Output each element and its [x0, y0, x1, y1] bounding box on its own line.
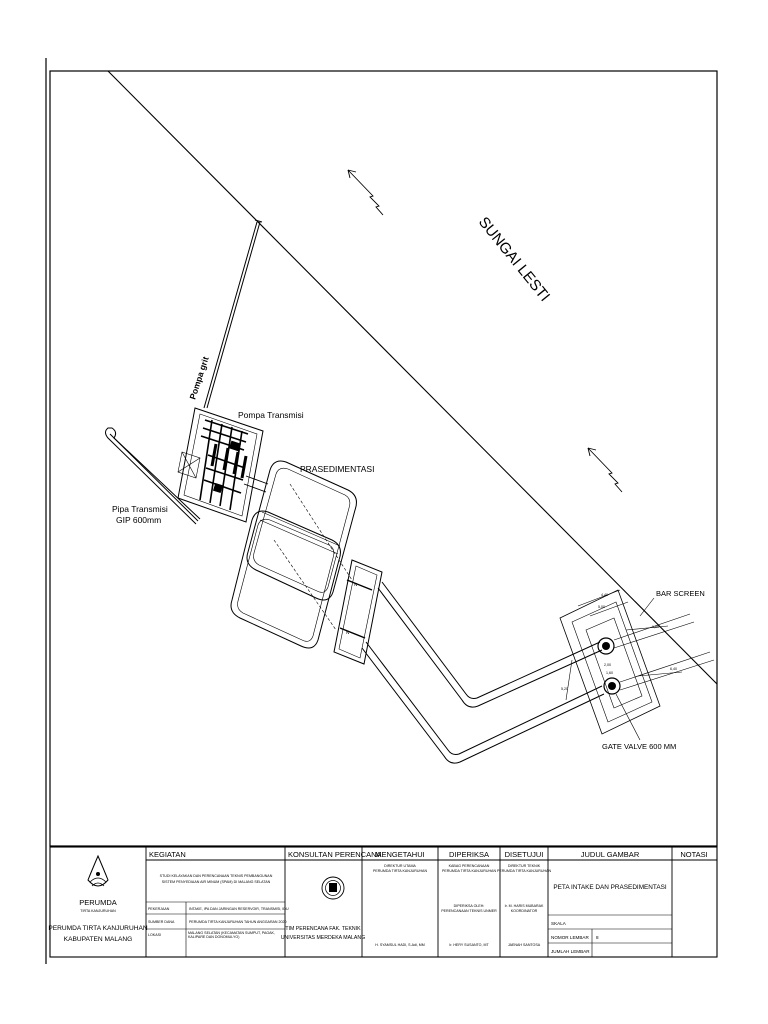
kegiatan-row-value: MALANG SELATAN (KECAMATAN SUMPUT, PAGAK, KALIPARE DAN DONOMULYO) [188, 931, 275, 940]
university-seal [322, 877, 344, 899]
label-pipa-transmisi-line1: Pipa Transmisi [112, 504, 168, 514]
label-pompa-grit: Pompa grit [187, 355, 211, 401]
mengetahui-role2: PERUMDA TIRTA KANJURUHAN [372, 869, 428, 873]
label-bar-screen: BAR SCREEN [656, 589, 705, 598]
org-logo-sub: TIRTA KANJURUHAN [80, 909, 116, 913]
info-row-key: NOMOR LEMBAR [551, 935, 589, 940]
judul-header: JUDUL GAMBAR [580, 850, 640, 859]
disetujui-check-role: KOORDINATOR [510, 909, 538, 913]
kegiatan-row-key: PEKERJAAN [148, 907, 170, 911]
flow-arrow-lower [588, 448, 622, 492]
kegiatan-row-key: SUMBER DANA [148, 920, 175, 924]
prasedimentasi-basins [231, 461, 356, 648]
mengetahui-name: H. SYAMSUL HADI, S.Adi, MM [375, 943, 425, 947]
mengetahui-header: MENGETAHUI [375, 850, 425, 859]
disetujui-role2: PERUMDA TIRTA KANJURUHAN [496, 869, 552, 873]
disetujui-check-name: Ir. M. HARIS MUBARAK [504, 904, 544, 908]
svg-text:5,00: 5,00 [598, 605, 605, 609]
disetujui-header: DISETUJUI [504, 850, 544, 859]
river-label: SUNGAI LESTI [474, 213, 554, 305]
drawing-frame [50, 71, 717, 846]
outlet-chamber [334, 560, 382, 664]
org-name: PERUMDA TIRTA KANJURUHAN [48, 925, 148, 932]
kegiatan-row-value: PERUMDA TIRTA KANJURUHAN TAHUN ANGGARAN 2020 [189, 920, 287, 924]
intake-pipe-upper [204, 220, 262, 408]
kegiatan-row-value: INTAKE, IPA DAN JARINGAN RESERVOIR, TRANSMISI, IDU [189, 907, 289, 911]
intake-structure [560, 590, 714, 740]
diperiksa-role2: PERUMDA TIRTA KANJURUHAN [441, 869, 497, 873]
info-row-key: SKALA [551, 921, 566, 926]
svg-text:5,20: 5,20 [561, 687, 568, 691]
org-logo-text: PERUMDA [79, 898, 117, 907]
diperiksa-check-role: PERENCANAAN TEKNIS UNMER [441, 909, 497, 913]
notasi-header: NOTASI [680, 850, 708, 859]
svg-text:4,40: 4,40 [601, 593, 608, 597]
site-plan [106, 71, 718, 763]
info-row-value: 8 [596, 935, 599, 940]
svg-text:6,40: 6,40 [670, 667, 677, 671]
drawing-title: PETA INTAKE DAN PRASEDIMENTASI [553, 884, 667, 891]
org-location: KABUPATEN MALANG [63, 936, 133, 943]
disetujui-role1: DIREKTUR TEKNIK [507, 864, 541, 868]
label-gate-valve: GATE VALVE 600 MM [602, 742, 677, 751]
kegiatan-desc-line2: SISTEM PENYEDIAAN AIR MINUM (SPAM) DI MALANG SELATAN [161, 880, 271, 884]
konsultan-header: KONSULTAN PERENCANA [288, 850, 382, 859]
mengetahui-role1: DIREKTUR UTAMA [384, 864, 416, 868]
label-prasedimentasi: PRASEDIMENTASI [300, 464, 375, 474]
svg-text:2,00: 2,00 [604, 663, 611, 667]
kegiatan-desc-line1: STUDI KELAYAKAN DAN PERENCANAAN TEKNIS PEMBANGUNAN [159, 874, 273, 878]
konsultan-line2: UNIVERSITAS MERDEKA MALANG [280, 935, 366, 941]
flow-arrow-upper [348, 170, 383, 215]
pump-building [178, 408, 263, 522]
konsultan-line1: TIM PERENCANA FAK. TEKNIK [285, 926, 361, 932]
label-pompa-transmisi: Pompa Transmisi [238, 410, 304, 420]
title-block [48, 847, 717, 957]
info-row-key: JUMLAH LEMBAR [551, 949, 590, 954]
diperiksa-role1: KABAG PERENCANAAN [448, 864, 490, 868]
raw-water-pipes [362, 582, 604, 763]
org-logo [88, 856, 108, 886]
kegiatan-row-key: LOKASI [148, 933, 161, 937]
disetujui-name: JAENAH SANTOSA [507, 943, 541, 947]
kegiatan-header: KEGIATAN [149, 850, 186, 859]
svg-text:1,60: 1,60 [652, 625, 659, 629]
label-pipa-transmisi-line2: GIP 600mm [116, 515, 162, 525]
diperiksa-header: DIPERIKSA [448, 850, 490, 859]
svg-text:1,60: 1,60 [606, 671, 613, 675]
diperiksa-check-label: DIPERIKSA OLEH: [453, 904, 485, 908]
svg-text:N: N [354, 582, 358, 587]
diperiksa-name: Ir. HERY SUSANTO, MT [449, 943, 489, 947]
svg-text:N: N [346, 630, 350, 635]
